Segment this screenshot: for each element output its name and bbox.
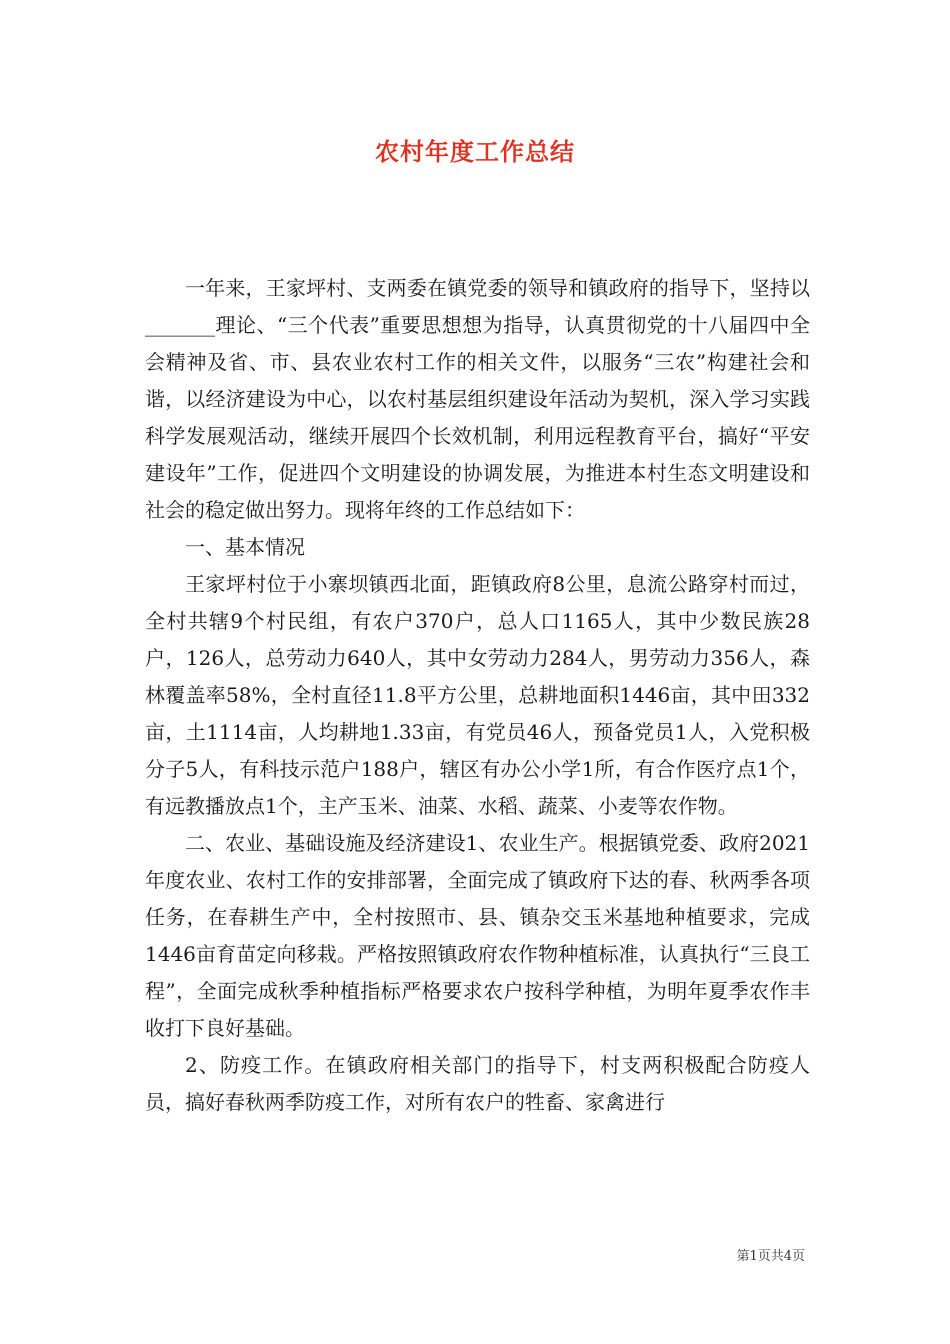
document-body bbox=[145, 270, 810, 1121]
page-number: 第1页共4页 bbox=[736, 1249, 805, 1264]
paragraph-epidemic: 2、防疫工作。在镇政府相关部门的指导下，村支两积极配合防疫人员，搞好春秋两季防疫工作，对所有农户的牲畜、家禽进行 bbox=[145, 1053, 810, 1114]
section-heading-basic: 一、基本情况 bbox=[185, 535, 305, 559]
paragraph-intro: 一年来，王家坪村、支两委在镇党委的领导和镇政府的指导下，坚持以_______理论、“三个代表”重要思想想为指导，认真贯彻党的十八届四中全会精神及省、市、县农业农村工作的相关文件，以服务“三农”构建社会和谐，以经济建设为中心，以农村基层组织建设年活动为契机，深入学习实践科学发展观活动，继续开展四个长效机制，利用远程教育平台，搞好“平安建设年”工作，促进四个文明建设的协调发展，为推进本村生态文明建设和社会的稳定做出努力。现将年终的工作总结如下： bbox=[145, 276, 810, 522]
document-title: 农村年度工作总结 bbox=[375, 137, 575, 166]
paragraph-agriculture: 二、农业、基础设施及经济建设1、农业生产。根据镇党委、政府2021年度农业、农村工作的安排部署，全面完成了镇政府下达的春、秋两季各项任务，在春耕生产中，全村按照市、县、镇杂交玉米基地种植要求，完成1446亩育苗定向移栽。严格按照镇政府农作物种植标准，认真执行“三良工程”，全面完成秋季种植指标严格要求农户按科学种植，为明年夏季农作丰收打下良好基础。 bbox=[145, 831, 810, 1040]
paragraph-basic-info: 王家坪村位于小寨坝镇西北面，距镇政府8公里，息流公路穿村而过，全村共辖9个村民组，有农户370户，总人口1165人，其中少数民族28户，126人，总劳动力640人，其中女劳动力284人，男劳动力356人，森林覆盖率58%，全村直径11.8平方公里，总耕地面积1446亩，其中田332亩，土1114亩，人均耕地1.33亩，有党员46人，预备党员1人，入党积极分子5人，有科技示范户188户，辖区有办公小学1所，有合作医疗点1个，有远教播放点1个，主产玉米、油菜、水稻、蔬菜、小麦等农作物。 bbox=[145, 572, 810, 818]
